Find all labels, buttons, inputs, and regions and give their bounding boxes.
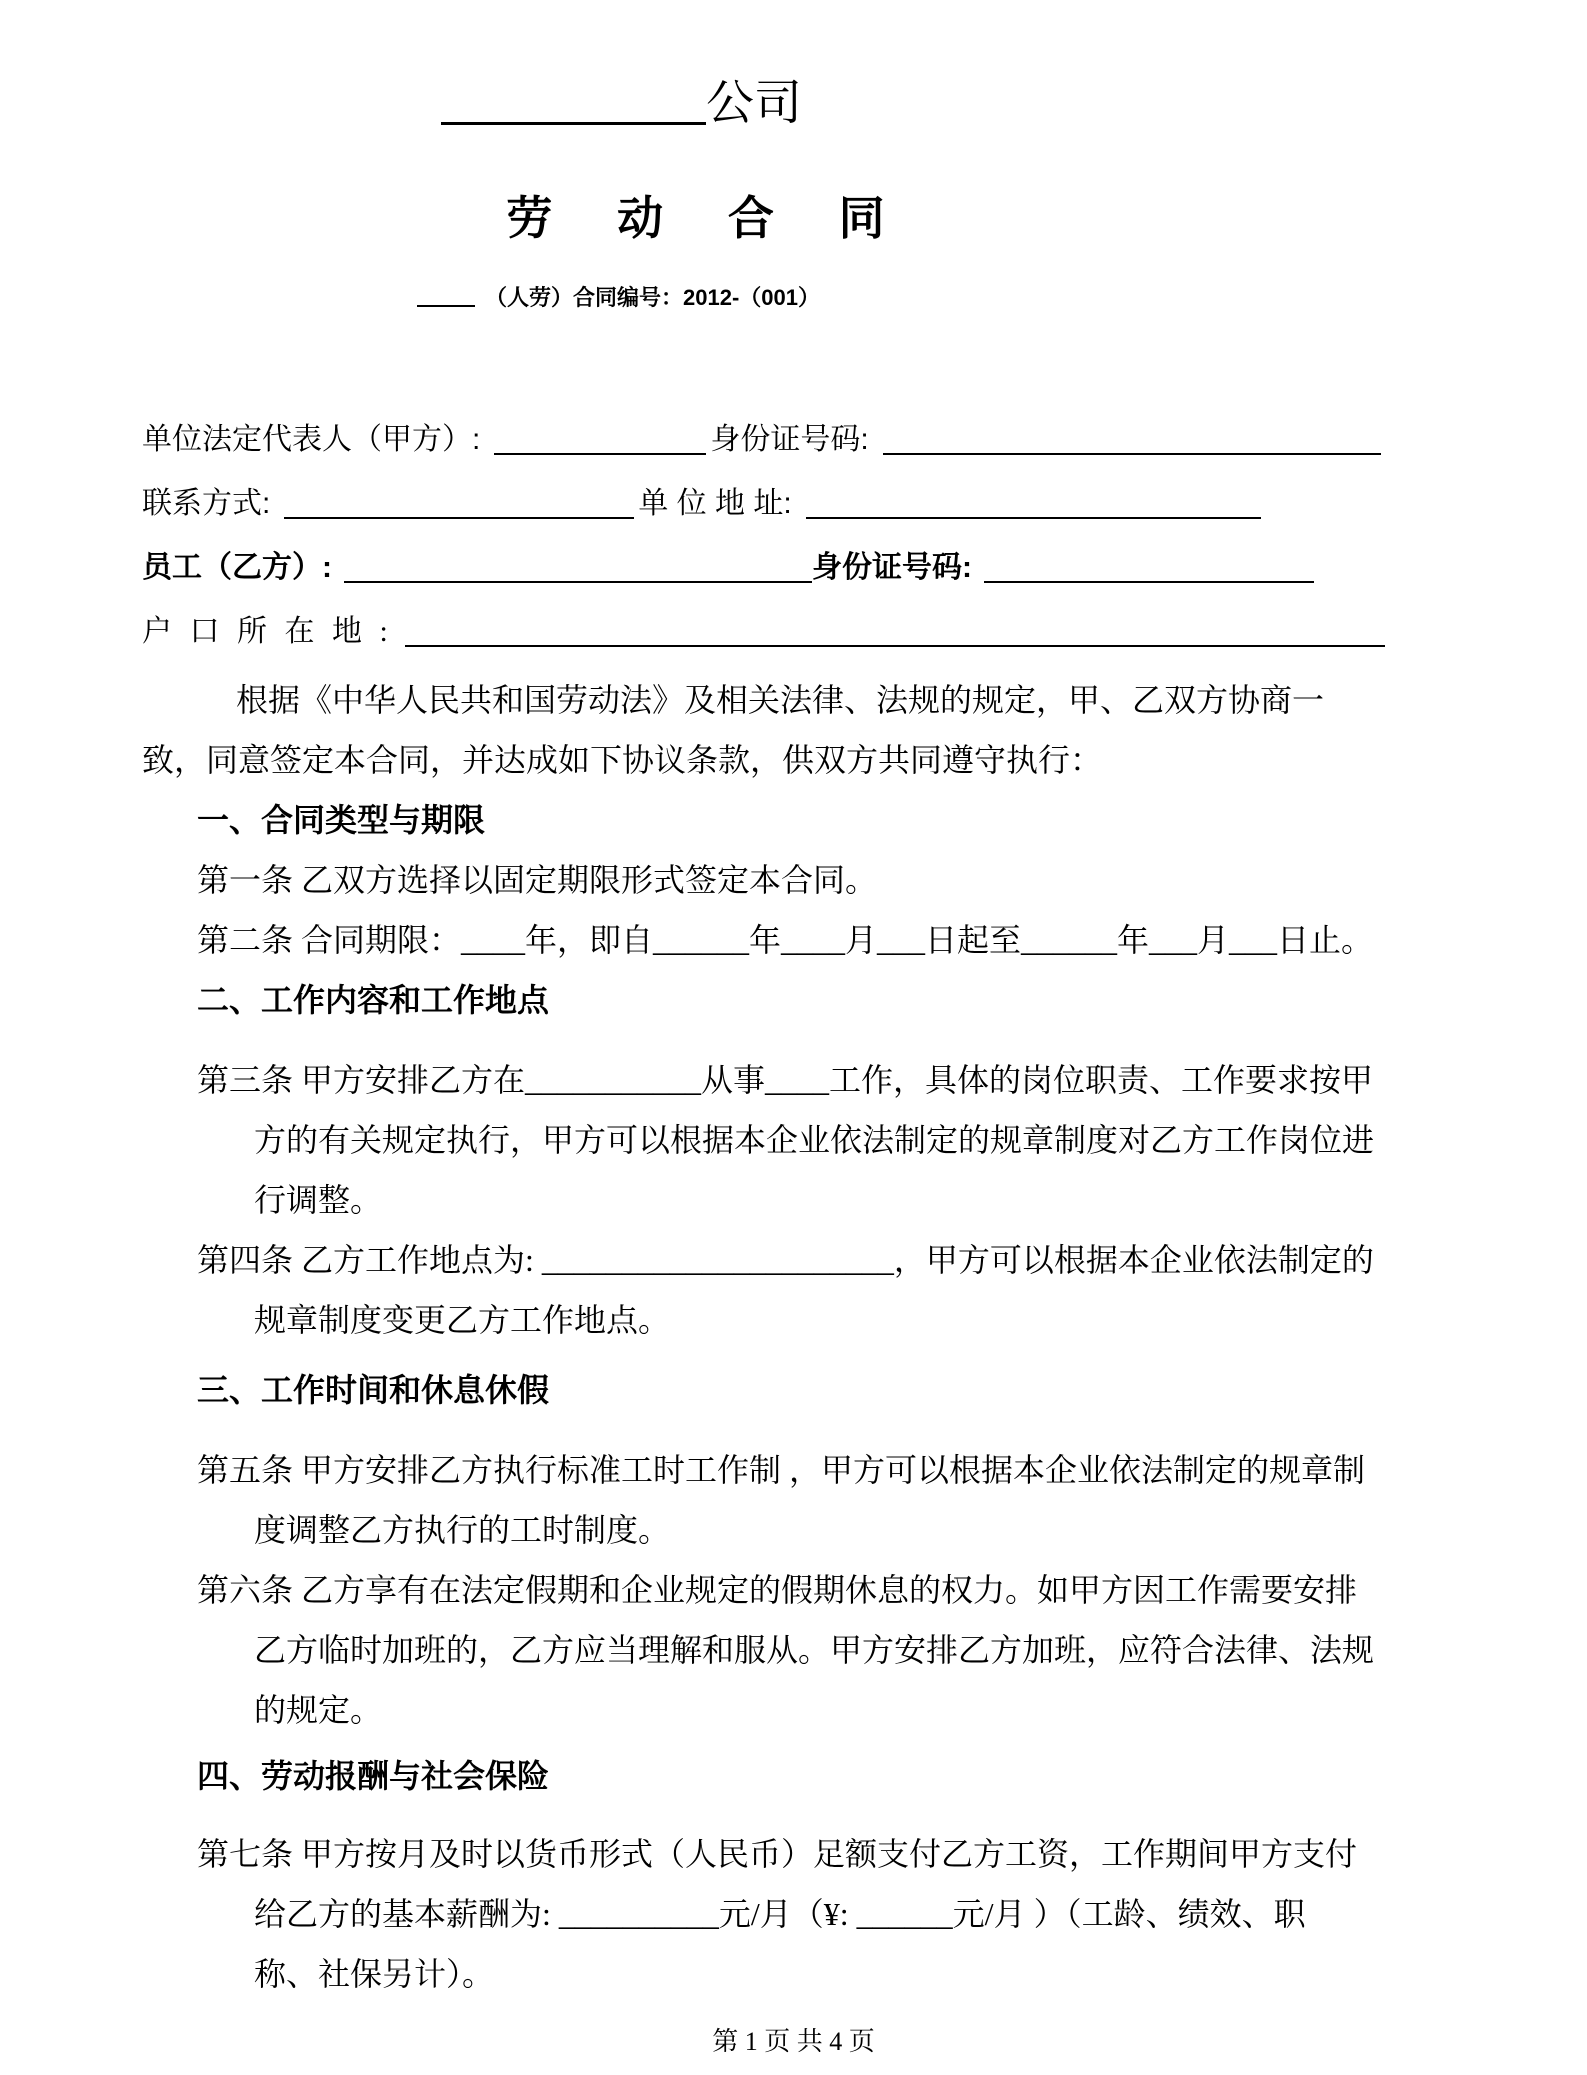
contract-number-text: （人劳）合同编号：2012-（001） <box>485 285 820 311</box>
registered-residence-blank-field[interactable] <box>405 611 1385 647</box>
section-heading-1: 一、合同类型与期限 <box>197 802 486 839</box>
section-heading-3: 三、工作时间和休息休假 <box>197 1372 550 1409</box>
clause-line: 的规定。 <box>254 1692 383 1729</box>
form-row-employee <box>142 536 1445 600</box>
company-title-line <box>0 70 1273 137</box>
clause-paragraph-5 <box>197 1440 1445 1560</box>
contract-number-line <box>0 281 1270 312</box>
form-row-contact <box>142 472 1445 536</box>
clause-line: 称、社保另计）。 <box>254 1956 495 1993</box>
id-number-label-a: 身份证号码: <box>710 423 869 457</box>
clause-line: 第一条 乙双方选择以固定期限形式签定本合同。 <box>197 862 878 899</box>
clause-paragraph-7 <box>197 1824 1445 2004</box>
id-number-blank-field-b[interactable] <box>984 547 1314 583</box>
company-suffix: 公司 <box>705 77 802 130</box>
document-title: 劳 动 合 同 <box>506 192 911 245</box>
clause-line: 第六条 乙方享有在法定假期和企业规定的假期休息的权力。如甲方因工作需要安排 <box>197 1572 1358 1609</box>
clause-paragraph-3 <box>197 1050 1445 1230</box>
company-address-label: 单 位 地 址: <box>638 487 792 521</box>
registered-residence-label: 户 口 所 在 地 : <box>142 615 393 649</box>
intro-line: 致，同意签定本合同，并达成如下协议条款，供双方共同遵守执行： <box>142 742 1103 779</box>
clause-line: 第三条 甲方安排乙方在___________从事____工作，具体的岗位职责、工作要求按甲 <box>197 1062 1374 1099</box>
clause-line: 第五条 甲方安排乙方执行标准工时工作制 ，甲方可以根据本企业依法制定的规章制 <box>197 1452 1366 1489</box>
clause-line: 第二条 合同期限：____年，即自______年____月___日起至______年___月___日止。 <box>197 922 1374 959</box>
page-footer: 第 1 页 共 4 页 <box>712 2027 875 2057</box>
legal-representative-blank-field[interactable] <box>494 419 706 455</box>
clause-line: 度调整乙方执行的工时制度。 <box>254 1512 671 1549</box>
section-heading-4: 四、劳动报酬与社会保险 <box>197 1758 550 1795</box>
clause-line: 行调整。 <box>254 1182 383 1219</box>
form-row-legal-representative <box>142 408 1445 472</box>
employee-name-blank-field[interactable] <box>344 547 812 583</box>
form-row-registered-residence <box>142 600 1445 664</box>
company-name-blank-field[interactable] <box>441 74 706 125</box>
clause-line: 乙方临时加班的，乙方应当理解和服从。甲方安排乙方加班，应符合法律、法规 <box>254 1632 1375 1669</box>
id-number-label-b: 身份证号码: <box>812 551 972 585</box>
clause-line: 给乙方的基本薪酬为: __________元/月（¥: ______元/月 ）（工龄、绩效、职 <box>254 1896 1306 1933</box>
contract-body <box>142 670 1445 2004</box>
clause-line: 方的有关规定执行，甲方可以根据本企业依法制定的规章制度对乙方工作岗位进 <box>254 1122 1375 1159</box>
legal-representative-label: 单位法定代表人（甲方）: <box>142 423 481 457</box>
contract-number-prefix-blank-field[interactable] <box>417 283 475 307</box>
contact-blank-field[interactable] <box>284 483 634 519</box>
section-heading-2: 二、工作内容和工作地点 <box>197 982 550 1019</box>
intro-paragraph <box>142 670 1445 790</box>
intro-line: 根据《中华人民共和国劳动法》及相关法律、法规的规定，甲、乙双方协商一 <box>236 682 1325 719</box>
id-number-blank-field-a[interactable] <box>883 419 1381 455</box>
party-info-form <box>142 408 1445 664</box>
clause-paragraph-1 <box>197 850 1445 910</box>
clause-line: 规章制度变更乙方工作地点。 <box>254 1302 671 1339</box>
clause-line: 第七条 甲方按月及时以货币形式（人民币）足额支付乙方工资，工作期间甲方支付 <box>197 1836 1358 1873</box>
clause-paragraph-4 <box>197 1230 1445 1350</box>
employee-label: 员工（乙方）: <box>142 551 332 585</box>
clause-paragraph-6 <box>197 1560 1445 1740</box>
clause-line: 第四条 乙方工作地点为: ______________________，甲方可以根据本企业依法制定的 <box>197 1242 1374 1279</box>
contact-label: 联系方式: <box>142 487 271 521</box>
clause-paragraph-2 <box>197 910 1445 970</box>
company-address-blank-field[interactable] <box>806 483 1261 519</box>
